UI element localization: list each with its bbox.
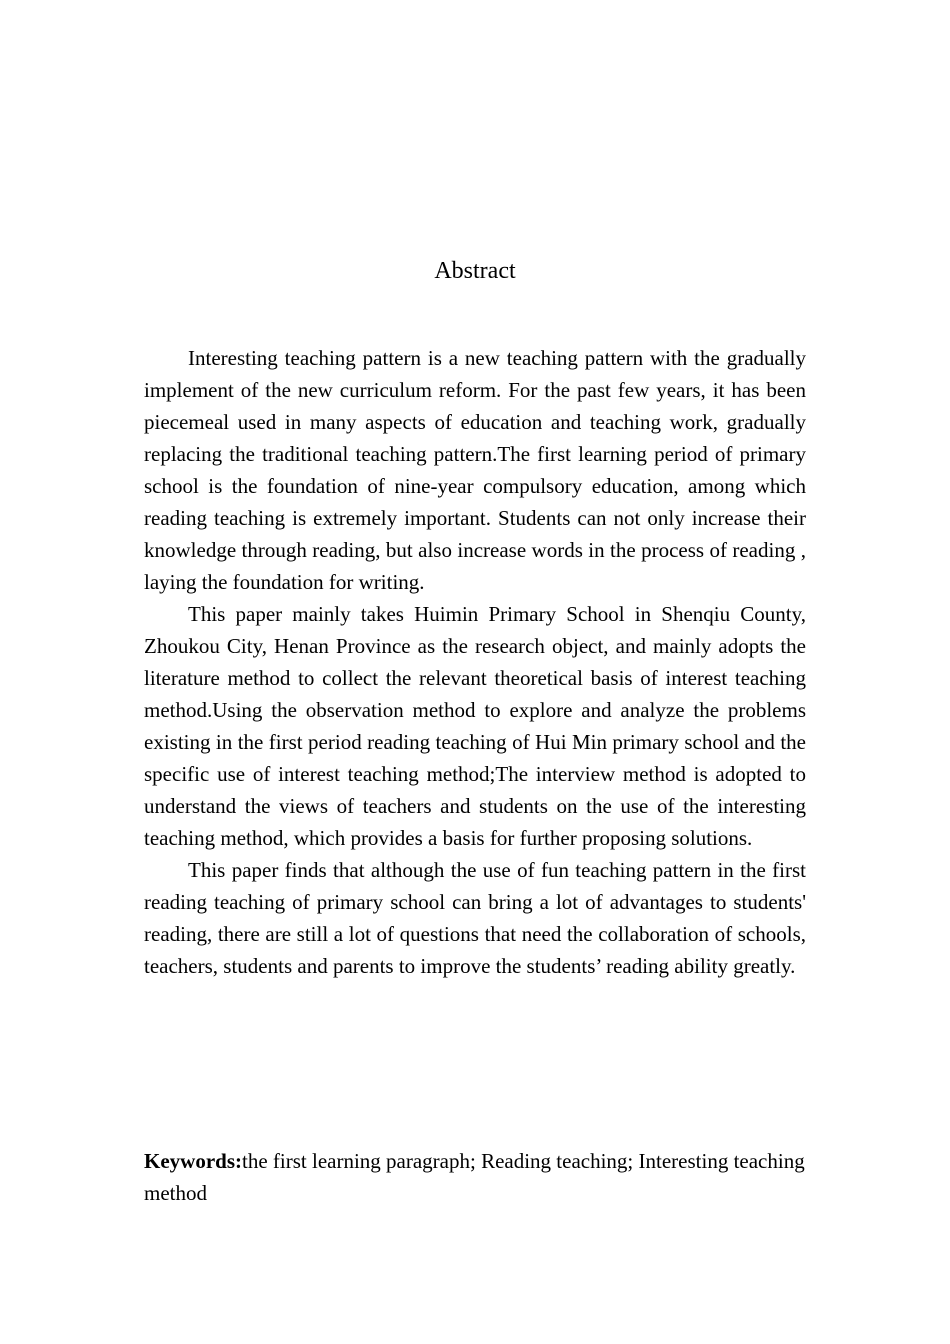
abstract-paragraph-1: Interesting teaching pattern is a new teaching pattern with the gradually implement of the new curriculum reform. For the past few years, it has been piecemeal used in many aspects of education and teaching work, gradually replacing the traditional teaching pattern.The first learning period of primary school is the foundation of nine-year compulsory education, among which reading teaching is extremely important. Students can not only increase their knowledge through reading, but also increase words in the process of reading , laying the foundation for writing. [144, 346, 806, 594]
abstract-paragraph-3: This paper finds that although the use of fun teaching pattern in the first reading teaching of primary school can bring a lot of advantages to students' reading, there are still a lot of questions that need the collaboration of schools, teachers, students and parents to improve the students’ reading ability greatly. [144, 858, 806, 978]
keywords-line [144, 1145, 806, 1209]
abstract-body [144, 342, 806, 982]
keywords-label: Keywords: [144, 1149, 242, 1173]
abstract-title: Abstract [434, 258, 516, 284]
keywords-text: the first learning paragraph; Reading teaching; Interesting teaching method [144, 1149, 805, 1205]
abstract-paragraph-2: This paper mainly takes Huimin Primary School in Shenqiu County, Zhoukou City, Henan Province as the research object, and mainly adopts the literature method to collect the relevant theoretical basis of interest teaching method.Using the observation method to explore and analyze the problems existing in the first period reading teaching of Hui Min primary school and the specific use of interest teaching method;The interview method is adopted to understand the views of teachers and students on the use of the interesting teaching method, which provides a basis for further proposing solutions. [144, 602, 806, 850]
